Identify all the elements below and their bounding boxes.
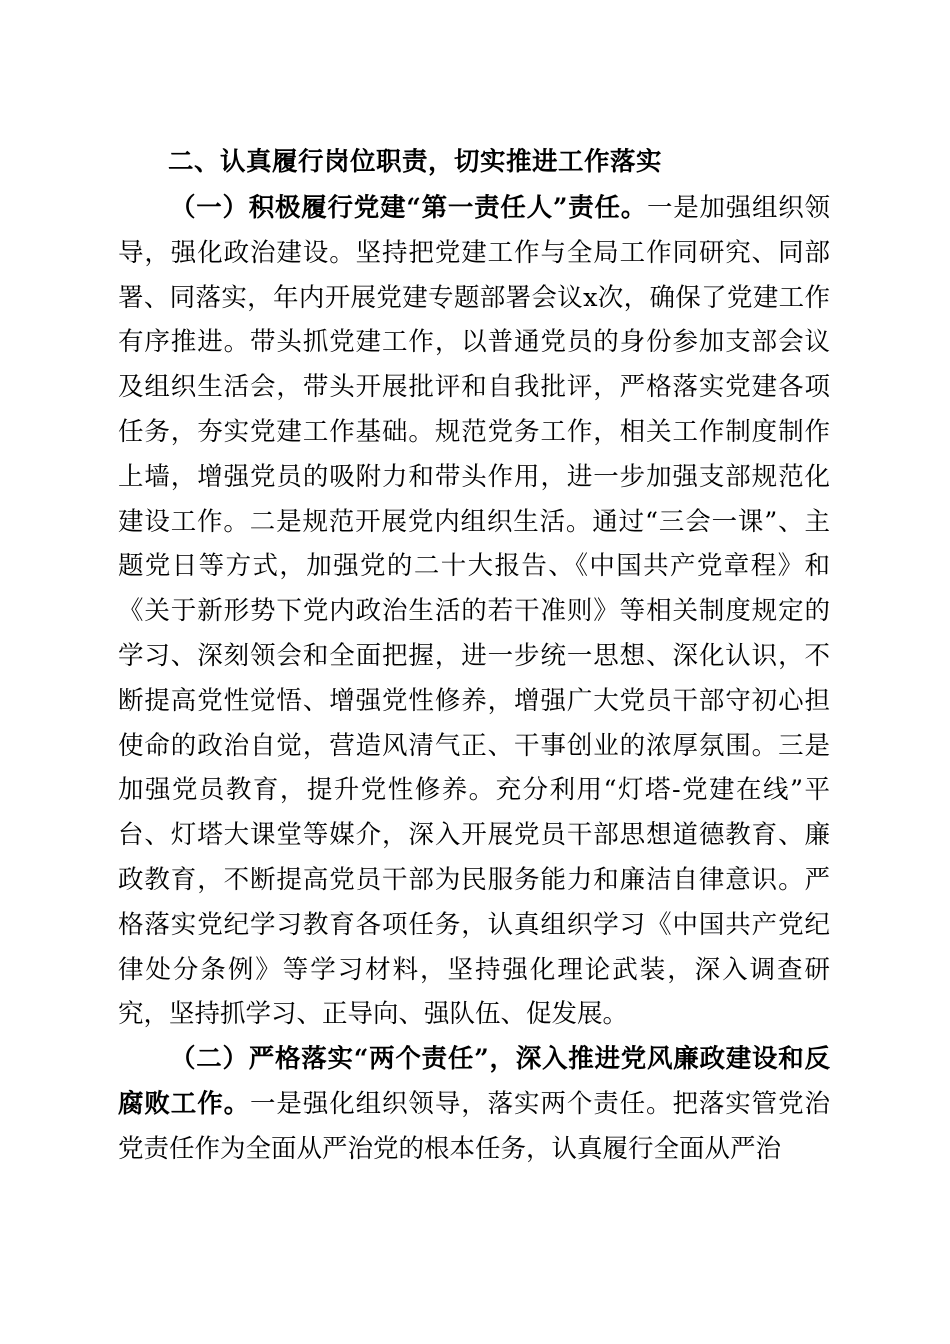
section-heading: 二、认真履行岗位职责，切实推进工作落实 <box>168 147 663 177</box>
paragraph-2-body: 一是强化组织领导，落实两个责任。把落实管党治党责任作为全面从严治党的根本任务，认真履行全面从严治 <box>118 1088 830 1164</box>
paragraph-1 <box>118 186 830 1037</box>
paragraph-2-lead: （二）严格落实“两个责任”，深入推进党风廉政建设和反腐败工作。 <box>118 1044 830 1119</box>
paragraph-1-lead: （一）积极履行党建“第一责任人”责任。 <box>170 193 648 223</box>
document-body <box>118 138 830 1172</box>
paragraph-1-body: 一是加强组织领导，强化政治建设。坚持把党建工作与全局工作同研究、同部署、同落实，年内开展党建专题部署会议x次，确保了党建工作有序推进。带头抓党建工作，以普通党员的身份参加支部会议及组织生活会，带头开展批评和自我批评，严格落实党建各项任务，夯实党建工作基础。规范党务工作，相关工作制度制作上墙，增强党员的吸附力和带头作用，进一步加强支部规范化建设工作。二是规范开展党内组织生活。通过“三会一课”、主题党日等方式，加强党的二十大报告、《中国共产党章程》和《关于新形势下党内政治生活的若干准则》等相关制度规定的学习、深刻领会和全面把握，进一步统一思想、深化认识，不断提高党性觉悟、增强党性修养，增强广大党员干部守初心担使命的政治自觉，营造风清气正、干事创业的浓厚氛围。三是加强党员教育，提升党性修养。充分利用“灯塔-党建在线”平台、灯塔大课堂等媒介，深入开展党员干部思想道德教育、廉政教育，不断提高党员干部为民服务能力和廉洁自律意识。严格落实党纪学习教育各项任务，认真组织学习《中国共产党纪律处分条例》等学习材料，坚持强化理论武装，深入调查研究，坚持抓学习、正导向、强队伍、促发展。 <box>118 193 830 1030</box>
paragraph-2 <box>118 1037 830 1171</box>
